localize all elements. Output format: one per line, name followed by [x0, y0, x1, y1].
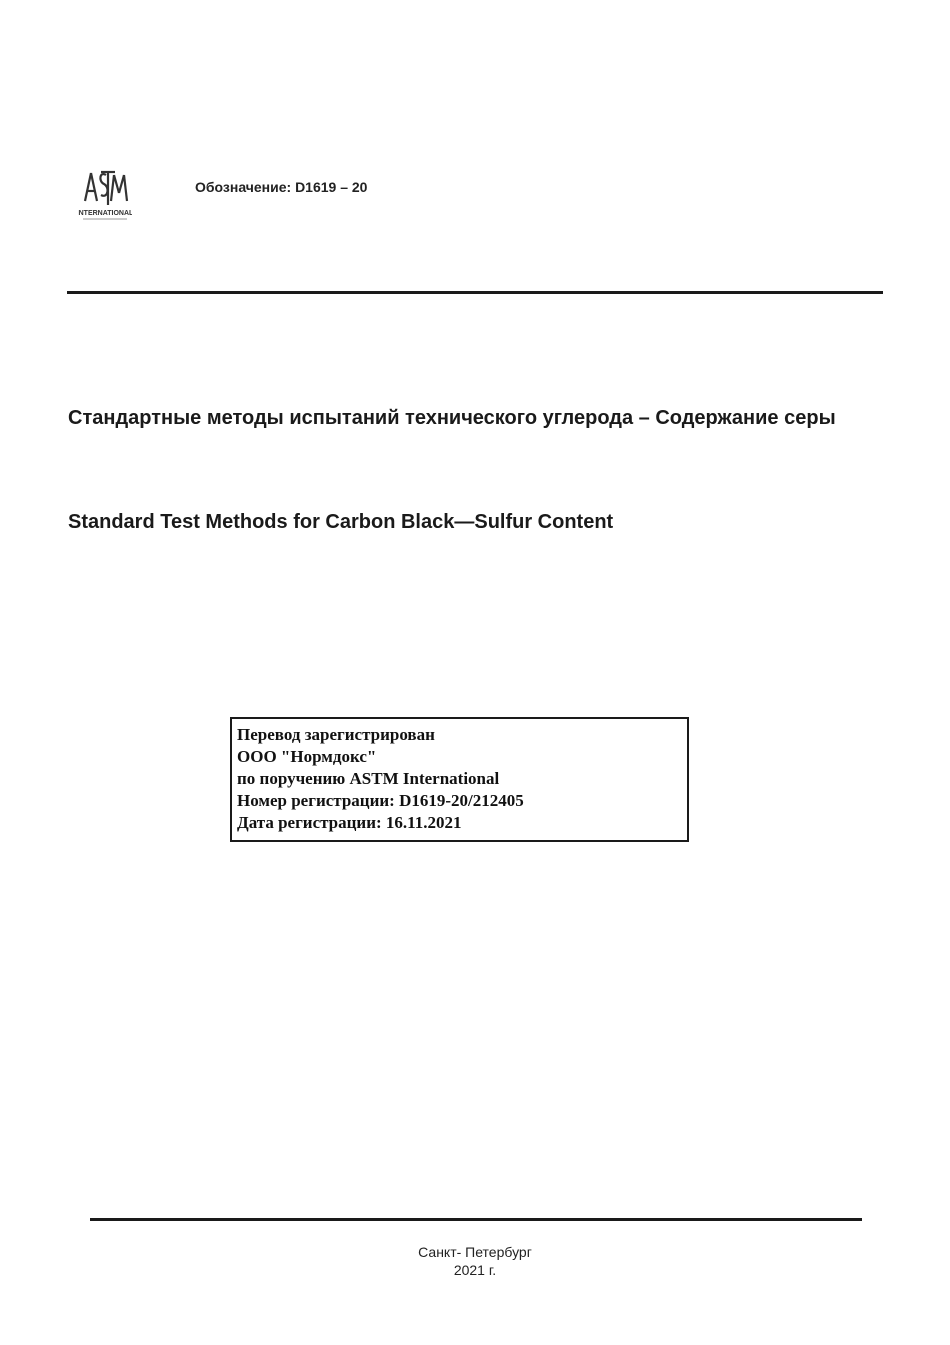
registration-box: [230, 717, 689, 842]
registration-number: Номер регистрации: D1619-20/212405: [237, 791, 524, 810]
bottom-divider: [90, 1218, 862, 1221]
top-divider: [67, 291, 883, 294]
title-russian: Стандартные методы испытаний технического углерода – Содержание серы: [68, 407, 836, 429]
footer-city: Санкт- Петербург: [418, 1244, 532, 1260]
astm-logo-icon: [78, 165, 132, 223]
registration-line-3: по поручению ASTM International: [237, 769, 500, 788]
registration-date: Дата регистрации: 16.11.2021: [237, 813, 462, 832]
registration-line-1: Перевод зарегистрирован: [237, 725, 435, 744]
title-english: Standard Test Methods for Carbon Black—Sulfur Content: [68, 511, 614, 533]
registration-line-2: ООО "Нормдокс": [237, 747, 377, 766]
footer-place: [0, 1243, 950, 1279]
svg-text:INTERNATIONAL: INTERNATIONAL: [78, 210, 132, 217]
astm-logo: [78, 165, 132, 223]
footer-year: 2021 г.: [453, 1262, 497, 1278]
document-designation: Обозначение: D1619 – 20: [195, 179, 368, 195]
